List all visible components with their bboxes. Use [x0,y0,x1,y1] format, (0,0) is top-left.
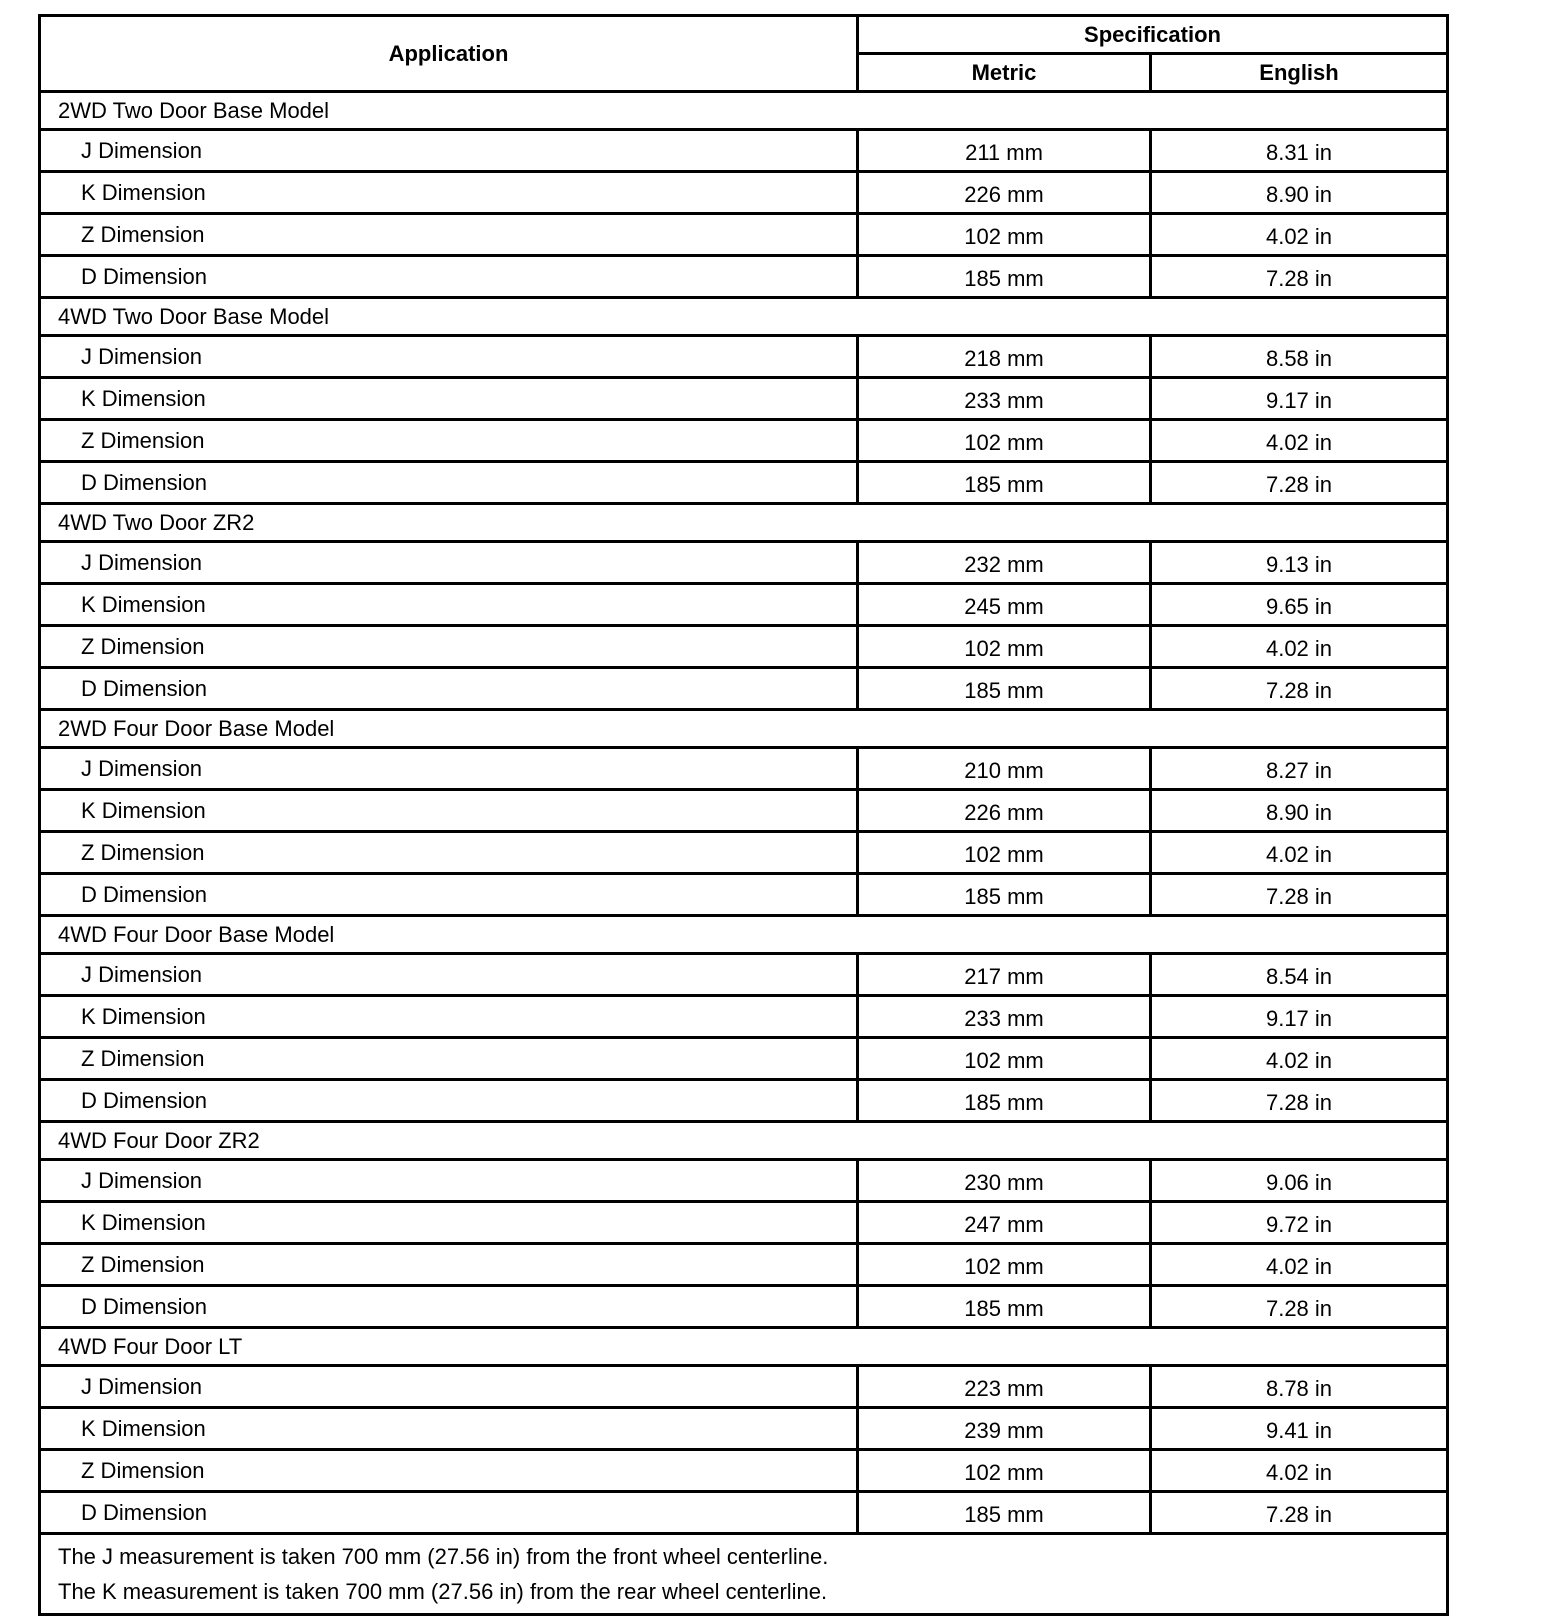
metric-value: 218 mm [858,336,1151,378]
metric-value: 102 mm [858,420,1151,462]
english-value: 9.17 in [1151,378,1448,420]
dimension-label: Z Dimension [40,420,858,462]
metric-value: 239 mm [858,1408,1151,1450]
dimension-label: D Dimension [40,668,858,710]
metric-value: 185 mm [858,874,1151,916]
english-value: 8.58 in [1151,336,1448,378]
dimension-label: J Dimension [40,1160,858,1202]
english-value: 9.13 in [1151,542,1448,584]
dimension-label: D Dimension [40,1286,858,1328]
group-header-row [40,298,1448,336]
metric-value: 232 mm [858,542,1151,584]
dimension-label: J Dimension [40,1366,858,1408]
english-value: 7.28 in [1151,874,1448,916]
dimension-label: K Dimension [40,1408,858,1450]
table-row [40,1408,1448,1450]
header-english: English [1151,54,1448,92]
english-value: 8.54 in [1151,954,1448,996]
english-value: 8.90 in [1151,790,1448,832]
header-metric: Metric [858,54,1151,92]
dimension-label: D Dimension [40,874,858,916]
english-value: 9.65 in [1151,584,1448,626]
metric-value: 102 mm [858,1244,1151,1286]
table-row [40,832,1448,874]
table-row [40,214,1448,256]
note-j-measurement: The J measurement is taken 700 mm (27.56 in) from the front wheel centerline. [58,1544,829,1569]
table-row [40,1080,1448,1122]
english-value: 4.02 in [1151,1450,1448,1492]
metric-value: 185 mm [858,1492,1151,1534]
table-row [40,954,1448,996]
metric-value: 102 mm [858,1450,1151,1492]
metric-value: 185 mm [858,1080,1151,1122]
dimension-label: J Dimension [40,130,858,172]
dimension-label: Z Dimension [40,626,858,668]
english-value: 8.31 in [1151,130,1448,172]
table-row [40,172,1448,214]
table-row [40,420,1448,462]
english-value: 8.90 in [1151,172,1448,214]
metric-value: 233 mm [858,996,1151,1038]
dimension-label: Z Dimension [40,214,858,256]
metric-value: 185 mm [858,462,1151,504]
metric-value: 247 mm [858,1202,1151,1244]
metric-value: 211 mm [858,130,1151,172]
group-title: 2WD Two Door Base Model [40,92,1448,130]
dimension-label: Z Dimension [40,832,858,874]
table-row [40,748,1448,790]
metric-value: 230 mm [858,1160,1151,1202]
metric-value: 223 mm [858,1366,1151,1408]
table-body [40,92,1448,1534]
dimension-label: J Dimension [40,336,858,378]
english-value: 7.28 in [1151,1080,1448,1122]
dimension-label: Z Dimension [40,1038,858,1080]
table-row [40,1492,1448,1534]
english-value: 8.78 in [1151,1366,1448,1408]
dimension-label: J Dimension [40,542,858,584]
table-row [40,256,1448,298]
english-value: 9.41 in [1151,1408,1448,1450]
dimension-label: K Dimension [40,790,858,832]
metric-value: 185 mm [858,1286,1151,1328]
english-value: 7.28 in [1151,462,1448,504]
dimension-label: K Dimension [40,1202,858,1244]
group-title: 4WD Four Door ZR2 [40,1122,1448,1160]
group-header-row [40,1328,1448,1366]
english-value: 4.02 in [1151,214,1448,256]
table-row [40,626,1448,668]
metric-value: 185 mm [858,668,1151,710]
group-header-row [40,916,1448,954]
table-row [40,1038,1448,1080]
table-row [40,378,1448,420]
english-value: 9.06 in [1151,1160,1448,1202]
english-value: 9.17 in [1151,996,1448,1038]
group-title: 2WD Four Door Base Model [40,710,1448,748]
metric-value: 102 mm [858,1038,1151,1080]
english-value: 4.02 in [1151,1244,1448,1286]
metric-value: 245 mm [858,584,1151,626]
group-header-row [40,92,1448,130]
table-row [40,130,1448,172]
table-row [40,584,1448,626]
english-value: 4.02 in [1151,420,1448,462]
table-row [40,668,1448,710]
dimension-label: K Dimension [40,378,858,420]
dimension-label: Z Dimension [40,1244,858,1286]
metric-value: 233 mm [858,378,1151,420]
metric-value: 102 mm [858,832,1151,874]
table-row [40,1450,1448,1492]
note-k-measurement: The K measurement is taken 700 mm (27.56 in) from the rear wheel centerline. [58,1579,828,1604]
english-value: 7.28 in [1151,668,1448,710]
header-application: Application [40,16,858,92]
group-title: 4WD Four Door Base Model [40,916,1448,954]
dimension-label: J Dimension [40,748,858,790]
group-header-row [40,1122,1448,1160]
metric-value: 102 mm [858,626,1151,668]
group-title: 4WD Four Door LT [40,1328,1448,1366]
metric-value: 102 mm [858,214,1151,256]
dimension-label: D Dimension [40,1492,858,1534]
table-row [40,1366,1448,1408]
group-header-row [40,504,1448,542]
table-row [40,790,1448,832]
dimension-label: Z Dimension [40,1450,858,1492]
metric-value: 185 mm [858,256,1151,298]
english-value: 4.02 in [1151,626,1448,668]
dimension-label: D Dimension [40,1080,858,1122]
metric-value: 226 mm [858,172,1151,214]
notes-row [40,1534,1448,1615]
english-value: 8.27 in [1151,748,1448,790]
group-title: 4WD Two Door ZR2 [40,504,1448,542]
metric-value: 210 mm [858,748,1151,790]
table-row [40,462,1448,504]
english-value: 4.02 in [1151,1038,1448,1080]
dimension-label: K Dimension [40,172,858,214]
dimension-label: K Dimension [40,584,858,626]
notes-cell [40,1534,1448,1615]
specification-table [38,14,1449,1616]
metric-value: 217 mm [858,954,1151,996]
table-row [40,996,1448,1038]
table-row [40,336,1448,378]
group-header-row [40,710,1448,748]
header-specification: Specification [858,16,1448,54]
table-row [40,1244,1448,1286]
dimension-label: K Dimension [40,996,858,1038]
dimension-label: J Dimension [40,954,858,996]
table-row [40,1202,1448,1244]
english-value: 7.28 in [1151,1286,1448,1328]
group-title: 4WD Two Door Base Model [40,298,1448,336]
english-value: 7.28 in [1151,256,1448,298]
dimension-label: D Dimension [40,256,858,298]
table-row [40,1286,1448,1328]
english-value: 4.02 in [1151,832,1448,874]
english-value: 7.28 in [1151,1492,1448,1534]
table-row [40,874,1448,916]
table-row [40,542,1448,584]
english-value: 9.72 in [1151,1202,1448,1244]
table-row [40,1160,1448,1202]
metric-value: 226 mm [858,790,1151,832]
dimension-label: D Dimension [40,462,858,504]
